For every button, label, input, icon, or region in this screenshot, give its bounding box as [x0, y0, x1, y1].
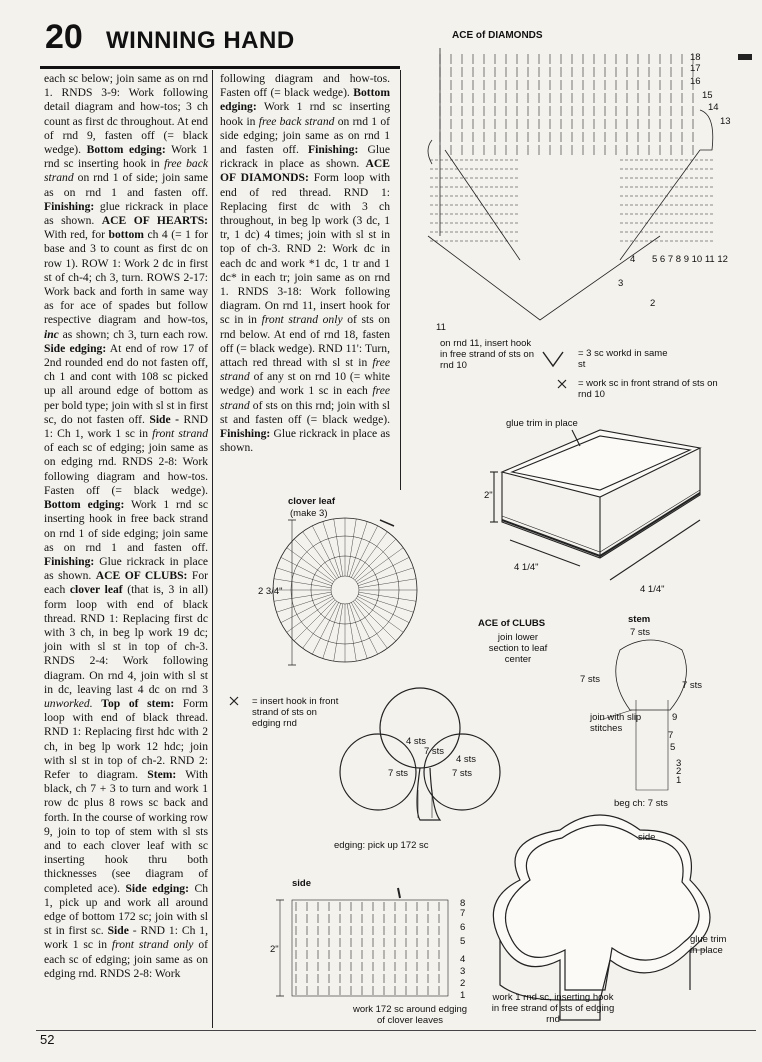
- page-title: WINNING HAND: [106, 27, 295, 54]
- join-slip-label: join with slip stitches: [590, 712, 642, 734]
- row-num: 18: [690, 52, 701, 63]
- stem-7sts-top: 7 sts: [630, 627, 651, 638]
- stem-row: 7: [668, 730, 674, 741]
- diamonds-box: [490, 430, 700, 580]
- stem-7sts-left: 7 sts: [580, 674, 601, 685]
- text: of each sc of edging; join same as on edging rnd. RNDS 2-8: Work following diagram and how-tos. Fasten off (= black wedge).: [44, 441, 208, 497]
- clubs-sts: 4 sts: [456, 754, 477, 765]
- num-11: 11: [436, 322, 446, 333]
- text: of each sc of edging; join same as on edging rnd. RNDS 2-8: Work: [44, 938, 208, 980]
- text: free back strand: [44, 157, 208, 185]
- clover-leaf-title: clover leaf: [288, 496, 335, 507]
- text: on rnd 1 of side edging; join same as on rnd 1 and fasten off.: [220, 114, 391, 157]
- diamonds-chart: [428, 48, 715, 320]
- work-rnd-note: work 1 rnd sc, inserting hook in free strand of sts of edging rnd: [491, 992, 615, 1025]
- side-bottom-note: work 172 sc around edging of clover leaves: [352, 1004, 468, 1026]
- section-label: Side -: [149, 412, 179, 426]
- section-label: Side edging:: [125, 881, 189, 895]
- section-label: clover leaf: [69, 583, 123, 597]
- beg-ch-label: beg ch: 7 sts: [614, 798, 668, 809]
- clubs-sts: 7 sts: [452, 768, 473, 779]
- section-label: Stem:: [147, 767, 177, 781]
- num-2: 2: [650, 298, 656, 309]
- page-number: 52: [40, 1032, 55, 1047]
- ace-clubs-title: ACE of CLUBS: [478, 618, 546, 629]
- side-row: 5: [460, 936, 466, 947]
- section-heading: ACE OF HEARTS:: [101, 214, 208, 228]
- text: Glue rickrack in place as shown.: [220, 143, 390, 171]
- section-label: Side: [107, 924, 129, 938]
- stem-row: 1: [676, 775, 682, 786]
- clover-leaf-sub: (make 3): [290, 508, 328, 519]
- rnd11-note: on rnd 11, insert hook in free strand of sts on rnd 10: [440, 338, 534, 371]
- text: With black, ch 7 + 3 to turn and work 1 row dc plus 8 rows sc back and forth. In the course of working row 9, join to top of stem with sl sts and to each clover leaf with sc inserting hook thru both thicknesses (see diagram of completed ace).: [44, 767, 208, 895]
- row-num: 17: [690, 63, 701, 74]
- section-heading: ACE OF CLUBS:: [95, 569, 188, 583]
- clubs-sts: 4 sts: [406, 736, 427, 747]
- text: as shown; ch 3, turn each row.: [62, 327, 208, 341]
- text: inc: [44, 327, 59, 341]
- glue-trim-label: glue trim in place: [506, 418, 578, 429]
- side-chart: [276, 888, 448, 996]
- clubs-box: [493, 815, 710, 1020]
- section-label: Finishing:: [308, 143, 359, 157]
- text: Work 1 rnd sc inserting hook in free back strand on rnd 1 of side edging; join same as on rnd 1 and fasten off.: [44, 498, 208, 554]
- text: following diagram and how-tos. Fasten off (= black wedge).: [220, 72, 390, 100]
- text: of any st on rnd 10 (= white wedge) and work 1 sc in each: [220, 370, 391, 398]
- side-row: 8: [460, 898, 466, 909]
- stem-7sts-right: 7 sts: [682, 680, 703, 691]
- text: free back strand: [258, 114, 335, 128]
- side-row: 1: [460, 990, 466, 1001]
- text: glue rickrack in place as shown.: [44, 199, 208, 228]
- bottom-nums: 5 6 7 8 9 10 11 12: [652, 254, 728, 265]
- text: free strand: [220, 356, 390, 384]
- num-4: 4: [630, 254, 636, 265]
- section-label: Bottom edging:: [220, 86, 390, 114]
- box-width-2: 4 1/4": [640, 584, 665, 595]
- text: For each: [44, 569, 209, 597]
- side-title: side: [292, 878, 312, 889]
- ace-clubs-sub: join lower section to leaf center: [488, 632, 548, 665]
- clubs-sts: 7 sts: [388, 768, 409, 779]
- text: At end of row 17 of 2nd rounded end do not fasten off, ch 1 and cont with 108 sc picked up all around edge of bottom as per bold type; join with sl st in first sc, do not fasten off.: [44, 341, 208, 426]
- text: front strand only: [111, 938, 194, 952]
- text: unworked.: [44, 696, 93, 710]
- side-box-label: side: [638, 832, 656, 843]
- num-3: 3: [618, 278, 624, 289]
- three-sc-symbol: [543, 352, 563, 366]
- section-label: Finishing:: [44, 199, 95, 213]
- three-sc-note: = 3 sc workd in same st: [578, 348, 668, 370]
- text: RNDS 3-9:: [61, 86, 120, 100]
- text: each sc below; join same as on rnd 1.: [44, 72, 208, 100]
- text: Work 1 rnd sc inserting hook in: [44, 143, 208, 171]
- section-label: Top of stem:: [101, 696, 175, 710]
- x-insert-note: = insert hook in front strand of sts on edging rnd: [252, 696, 339, 729]
- section-label: Bottom edging:: [44, 498, 125, 512]
- text: (that is, 3 in all) form loop with end of black thread. RND 1: Replacing first dc with 3 ch, in beg lp work 19 dc; join with sl st in top of ch-3. RNDS 2-4: Work following diagram. On rnd 4, join with sl st in dc, leaving last 4 dc on rnd 3: [44, 583, 208, 696]
- edging-note: edging: pick up 172 sc: [334, 840, 429, 851]
- ace-diamonds-title: ACE of DIAMONDS: [452, 30, 543, 41]
- glue-trim-right: glue trim in place: [690, 934, 727, 956]
- stem-row: 5: [670, 742, 676, 753]
- footer-rule: [36, 1030, 756, 1031]
- text: front strand only: [261, 313, 343, 327]
- row-num: 14: [708, 102, 719, 113]
- text: Glue rickrack in place as shown.: [220, 427, 390, 455]
- row-num: 16: [690, 76, 701, 87]
- stem-row: 3: [676, 758, 682, 769]
- row-num: 13: [720, 116, 731, 127]
- side-row: 2: [460, 978, 466, 989]
- clubs-sts: 7 sts: [424, 746, 445, 757]
- text: Form loop with end of black thread. RND 1: Replacing first hdc with 2 ch, in beg lp work 12 hdc; join with sl st in top of ch-2. RND 2: Refer to diagram.: [44, 696, 208, 781]
- side-row: 3: [460, 966, 466, 977]
- clover-diameter: 2 3/4": [258, 586, 283, 597]
- text: front strand: [152, 427, 208, 441]
- box-width-1: 4 1/4": [514, 562, 539, 573]
- row-num: 15: [702, 90, 713, 101]
- project-number: 20: [45, 18, 83, 56]
- text: RND 1: Ch 1, work 1 sc in: [44, 412, 208, 441]
- side-row: 7: [460, 908, 466, 919]
- box-height: 2": [484, 490, 493, 501]
- section-heading: ACE OF DIAMONDS:: [220, 157, 390, 185]
- section-label: Side edging:: [44, 341, 107, 355]
- x-symbol: [558, 380, 566, 388]
- stem-row: 9: [672, 712, 678, 723]
- text: Ch 1, pick up and work all around edge of bottom 172 sc; join with sl st in first sc.: [44, 881, 208, 938]
- side-row: 4: [460, 954, 466, 965]
- text: ch 4 (= 1 for base and 3 to count as first dc on row 1). ROW 1: Work 2 dc in first st of ch-4; ch 3, turn. ROWS 2-17: Work back and forth in same way as for ace of spades but follow respective diagram and how-tos,: [44, 228, 208, 327]
- clover-leaf-diagram: [273, 518, 417, 665]
- text: Form loop with end of red thread. RND 1: Replacing first dc with 3 ch throughout, in beg lp work (3 dc, 1 tr, 1 dc) 4 times; join with sl st in top of ch-3. RND 2: Work dc in each dc and work *1 dc, 1 tr and 1 dc* in each tr; join same as on rnd 1. RNDS 3-18: Work following diagram. On rnd 11, insert hook for sc in in: [220, 171, 390, 327]
- section-label: Bottom edging:: [86, 143, 166, 157]
- text: free strand: [220, 384, 390, 412]
- text: With red, for: [44, 228, 105, 242]
- stem-title: stem: [628, 614, 651, 625]
- stem-row: 2: [676, 766, 682, 777]
- text: of sts on this rnd; join with sl st and fasten off (= black wedge).: [220, 398, 391, 426]
- section-label: Finishing:: [44, 554, 95, 568]
- section-label: bottom: [108, 228, 144, 242]
- x-symbol: [230, 697, 238, 705]
- text: of sts on rnd below. At end of rnd 18, fasten off (= black wedge). RND 11': Turn, attach red thread with sl st in: [220, 313, 390, 370]
- text: Work 1 rnd sc inserting hook in: [220, 100, 390, 128]
- text: on rnd 1 of side; join same as on rnd 1 and fasten off.: [44, 171, 208, 199]
- text: - RND 1: Ch 1, work 1 sc in: [44, 924, 208, 952]
- section-label: Finishing:: [220, 427, 271, 441]
- text: Work following detail diagram and how-tos; 3 ch count as first dc throughout. At end of rnd 9, fasten off (= black wedge).: [44, 86, 208, 157]
- x-note: = work sc in front strand of sts on rnd 10: [578, 378, 718, 400]
- text: Glue rickrack in place as shown.: [44, 554, 208, 583]
- side-row: 6: [460, 922, 466, 933]
- side-height: 2": [270, 944, 279, 955]
